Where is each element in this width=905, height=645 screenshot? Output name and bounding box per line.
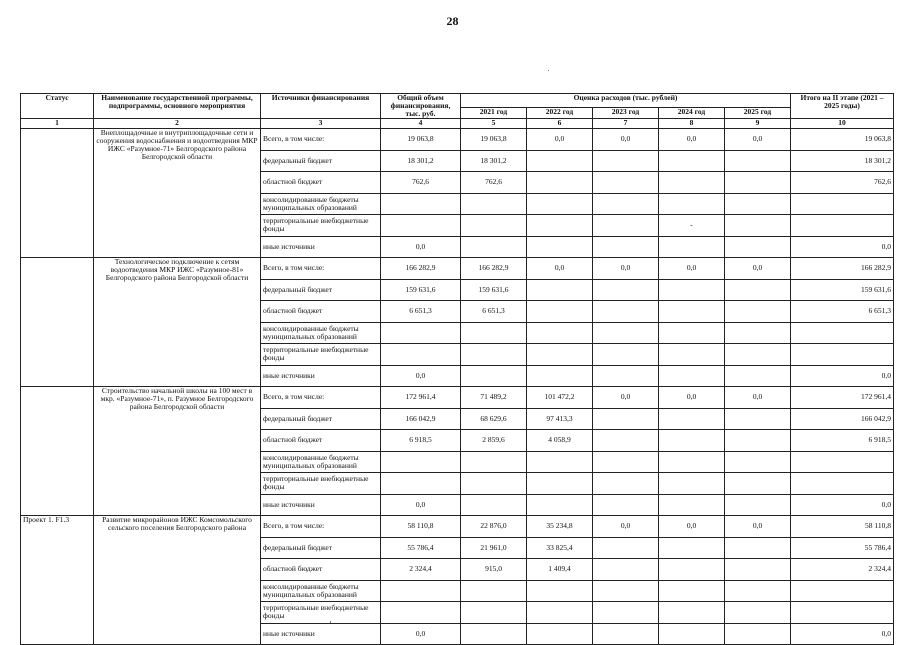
year-amount-cell: 0,0 bbox=[725, 387, 791, 409]
year-amount-cell bbox=[593, 365, 659, 387]
stage-total-cell: 0,0 bbox=[791, 494, 894, 516]
total-amount-cell: 0,0 bbox=[381, 494, 461, 516]
funding-source-cell: областной бюджет bbox=[261, 559, 381, 581]
year-amount-cell: 762,6 bbox=[461, 172, 527, 194]
stage-total-cell bbox=[791, 215, 894, 237]
year-amount-cell bbox=[659, 451, 725, 473]
funding-source-cell: областной бюджет bbox=[261, 301, 381, 323]
financing-table bbox=[20, 93, 894, 645]
year-amount-cell: 166 282,9 bbox=[461, 258, 527, 280]
column-number: 8 bbox=[659, 119, 725, 129]
total-amount-cell: 6 651,3 bbox=[381, 301, 461, 323]
year-amount-cell: 19 063,8 bbox=[461, 129, 527, 151]
year-amount-cell bbox=[461, 623, 527, 645]
year-amount-cell bbox=[527, 365, 593, 387]
stage-total-cell: 58 110,8 bbox=[791, 516, 894, 538]
year-amount-cell: 71 489,2 bbox=[461, 387, 527, 409]
year-amount-cell bbox=[659, 279, 725, 301]
stage-total-cell: 172 961,4 bbox=[791, 387, 894, 409]
year-amount-cell bbox=[593, 236, 659, 258]
year-amount-cell bbox=[659, 236, 725, 258]
year-amount-cell bbox=[527, 301, 593, 323]
column-number: 9 bbox=[725, 119, 791, 129]
stage-total-cell: 0,0 bbox=[791, 623, 894, 645]
status-cell bbox=[21, 387, 94, 516]
measure-name-cell: Технологическое подключение к сетям водоотведения МКР ИЖС «Разумное-81» Белгородского района Белгородской области bbox=[94, 258, 261, 387]
year-amount-cell bbox=[725, 408, 791, 430]
funding-source-cell: Всего, в том числе: bbox=[261, 387, 381, 409]
year-amount-cell: 0,0 bbox=[725, 516, 791, 538]
table-row bbox=[21, 258, 894, 280]
year-amount-cell bbox=[527, 602, 593, 624]
year-amount-cell bbox=[593, 537, 659, 559]
column-number: 1 bbox=[21, 119, 94, 129]
funding-source-cell: федеральный бюджет bbox=[261, 150, 381, 172]
year-amount-cell bbox=[659, 430, 725, 452]
year-amount-cell bbox=[527, 494, 593, 516]
page-number: 28 bbox=[446, 14, 459, 28]
year-amount-cell bbox=[527, 623, 593, 645]
year-amount-cell bbox=[725, 172, 791, 194]
stage-total-cell bbox=[791, 322, 894, 344]
column-number: 7 bbox=[593, 119, 659, 129]
funding-source-cell: территориальные внебюджетные фонды bbox=[261, 602, 381, 624]
total-amount-cell: 159 631,6 bbox=[381, 279, 461, 301]
stage-total-cell: 159 631,6 bbox=[791, 279, 894, 301]
header-year: 2025 год bbox=[725, 108, 791, 119]
stage-total-cell: 6 918,5 bbox=[791, 430, 894, 452]
scan-mark bbox=[548, 70, 549, 71]
year-amount-cell bbox=[461, 193, 527, 215]
stage-total-cell: 19 063,8 bbox=[791, 129, 894, 151]
year-amount-cell bbox=[527, 150, 593, 172]
table-row bbox=[21, 387, 894, 409]
year-amount-cell bbox=[725, 602, 791, 624]
year-amount-cell: 35 234,8 bbox=[527, 516, 593, 538]
scan-mark bbox=[330, 621, 331, 623]
total-amount-cell bbox=[381, 473, 461, 495]
total-amount-cell: 166 282,9 bbox=[381, 258, 461, 280]
header-year: 2024 год bbox=[659, 108, 725, 119]
funding-source-cell: областной бюджет bbox=[261, 430, 381, 452]
measure-name-cell: Внеплощадочные и внутриплощадочные сети и сооружения водоснабжения и водоотведения МКР ИЖС «Разумное-71» Белгородского района Белгородской области bbox=[94, 129, 261, 258]
year-amount-cell bbox=[659, 537, 725, 559]
year-amount-cell bbox=[593, 602, 659, 624]
total-amount-cell: 0,0 bbox=[381, 623, 461, 645]
total-amount-cell bbox=[381, 602, 461, 624]
year-amount-cell bbox=[593, 172, 659, 194]
year-amount-cell bbox=[659, 150, 725, 172]
year-amount-cell bbox=[527, 322, 593, 344]
funding-source-cell: консолидированные бюджеты муниципальных образований bbox=[261, 580, 381, 602]
total-amount-cell bbox=[381, 322, 461, 344]
stage-total-cell: 166 282,9 bbox=[791, 258, 894, 280]
year-amount-cell bbox=[593, 580, 659, 602]
header-summary: Итого на II этапе (2021 – 2025 годы) bbox=[791, 94, 894, 119]
year-amount-cell: 21 961,0 bbox=[461, 537, 527, 559]
stage-total-cell: 55 786,4 bbox=[791, 537, 894, 559]
total-amount-cell: 2 324,4 bbox=[381, 559, 461, 581]
stage-total-cell bbox=[791, 451, 894, 473]
total-amount-cell bbox=[381, 215, 461, 237]
year-amount-cell: 33 825,4 bbox=[527, 537, 593, 559]
stage-total-cell bbox=[791, 602, 894, 624]
funding-source-cell: федеральный бюджет bbox=[261, 279, 381, 301]
funding-source-cell: иные источники bbox=[261, 236, 381, 258]
year-amount-cell bbox=[659, 408, 725, 430]
year-amount-cell bbox=[659, 494, 725, 516]
year-amount-cell bbox=[461, 494, 527, 516]
year-amount-cell bbox=[593, 279, 659, 301]
year-amount-cell bbox=[527, 473, 593, 495]
funding-source-cell: консолидированные бюджеты муниципальных образований bbox=[261, 193, 381, 215]
total-amount-cell: 762,6 bbox=[381, 172, 461, 194]
header-estimate: Оценка расходов (тыс. рублей) bbox=[461, 94, 791, 108]
header-year: 2022 год bbox=[527, 108, 593, 119]
year-amount-cell: 0,0 bbox=[659, 387, 725, 409]
year-amount-cell bbox=[527, 236, 593, 258]
total-amount-cell: 6 918,5 bbox=[381, 430, 461, 452]
funding-source-cell: Всего, в том числе: bbox=[261, 258, 381, 280]
total-amount-cell: 0,0 bbox=[381, 236, 461, 258]
year-amount-cell: 0,0 bbox=[593, 129, 659, 151]
year-amount-cell bbox=[593, 150, 659, 172]
year-amount-cell bbox=[725, 279, 791, 301]
year-amount-cell bbox=[593, 623, 659, 645]
year-amount-cell bbox=[659, 559, 725, 581]
year-amount-cell bbox=[659, 365, 725, 387]
year-amount-cell bbox=[659, 473, 725, 495]
year-amount-cell bbox=[461, 451, 527, 473]
year-amount-cell bbox=[725, 322, 791, 344]
year-amount-cell bbox=[593, 322, 659, 344]
year-amount-cell: 101 472,2 bbox=[527, 387, 593, 409]
funding-source-cell: консолидированные бюджеты муниципальных образований bbox=[261, 451, 381, 473]
funding-source-cell: федеральный бюджет bbox=[261, 408, 381, 430]
year-amount-cell bbox=[461, 322, 527, 344]
year-amount-cell bbox=[593, 344, 659, 366]
total-amount-cell bbox=[381, 580, 461, 602]
year-amount-cell bbox=[725, 623, 791, 645]
header-name: Наименование государственной программы, подпрограммы, основного мероприятия bbox=[94, 94, 261, 119]
funding-source-cell: территориальные внебюджетные фонды bbox=[261, 473, 381, 495]
year-amount-cell bbox=[527, 172, 593, 194]
funding-source-cell: консолидированные бюджеты муниципальных образований bbox=[261, 322, 381, 344]
year-amount-cell: 0,0 bbox=[593, 258, 659, 280]
year-amount-cell: 18 301,2 bbox=[461, 150, 527, 172]
year-amount-cell bbox=[461, 236, 527, 258]
year-amount-cell bbox=[659, 301, 725, 323]
year-amount-cell bbox=[725, 537, 791, 559]
year-amount-cell: 0,0 bbox=[527, 129, 593, 151]
year-amount-cell bbox=[725, 559, 791, 581]
stage-total-cell bbox=[791, 193, 894, 215]
column-number: 10 bbox=[791, 119, 894, 129]
total-amount-cell: 18 301,2 bbox=[381, 150, 461, 172]
year-amount-cell bbox=[725, 494, 791, 516]
funding-source-cell: областной бюджет bbox=[261, 172, 381, 194]
year-amount-cell bbox=[725, 430, 791, 452]
year-amount-cell bbox=[659, 623, 725, 645]
year-amount-cell: 2 859,6 bbox=[461, 430, 527, 452]
funding-source-cell: территориальные внебюджетные фонды bbox=[261, 344, 381, 366]
total-amount-cell: 166 042,9 bbox=[381, 408, 461, 430]
header-year: 2021 год bbox=[461, 108, 527, 119]
stage-total-cell bbox=[791, 344, 894, 366]
year-amount-cell: 68 629,6 bbox=[461, 408, 527, 430]
total-amount-cell bbox=[381, 193, 461, 215]
stage-total-cell: 0,0 bbox=[791, 236, 894, 258]
year-amount-cell bbox=[527, 451, 593, 473]
year-amount-cell: 97 413,3 bbox=[527, 408, 593, 430]
year-amount-cell: 0,0 bbox=[659, 129, 725, 151]
year-amount-cell bbox=[461, 580, 527, 602]
header-total: Общий объем финансирования, тыс. руб. bbox=[381, 94, 461, 119]
year-amount-cell: 6 651,3 bbox=[461, 301, 527, 323]
header-sources: Источники финансирования bbox=[261, 94, 381, 119]
total-amount-cell: 55 786,4 bbox=[381, 537, 461, 559]
year-amount-cell bbox=[461, 365, 527, 387]
year-amount-cell: 0,0 bbox=[725, 129, 791, 151]
year-amount-cell bbox=[461, 344, 527, 366]
year-amount-cell: 159 631,6 bbox=[461, 279, 527, 301]
year-amount-cell bbox=[593, 430, 659, 452]
year-amount-cell: - bbox=[659, 215, 725, 237]
column-number: 3 bbox=[261, 119, 381, 129]
total-amount-cell: 172 961,4 bbox=[381, 387, 461, 409]
year-amount-cell bbox=[725, 150, 791, 172]
stage-total-cell: 762,6 bbox=[791, 172, 894, 194]
column-number: 2 bbox=[94, 119, 261, 129]
measure-name-cell: Развитие микрорайонов ИЖС Комсомольского сельского поселения Белгородского района bbox=[94, 516, 261, 645]
year-amount-cell: 0,0 bbox=[659, 258, 725, 280]
year-amount-cell bbox=[659, 602, 725, 624]
year-amount-cell bbox=[659, 322, 725, 344]
funding-source-cell: Всего, в том числе: bbox=[261, 516, 381, 538]
year-amount-cell: 0,0 bbox=[725, 258, 791, 280]
year-amount-cell bbox=[593, 559, 659, 581]
total-amount-cell: 19 063,8 bbox=[381, 129, 461, 151]
year-amount-cell bbox=[725, 301, 791, 323]
stage-total-cell: 166 042,9 bbox=[791, 408, 894, 430]
table-row bbox=[21, 516, 894, 538]
year-amount-cell bbox=[593, 451, 659, 473]
year-amount-cell bbox=[527, 215, 593, 237]
year-amount-cell bbox=[659, 172, 725, 194]
stage-total-cell bbox=[791, 580, 894, 602]
header-status: Статус bbox=[21, 94, 94, 119]
total-amount-cell: 0,0 bbox=[381, 365, 461, 387]
year-amount-cell bbox=[593, 473, 659, 495]
stage-total-cell: 0,0 bbox=[791, 365, 894, 387]
year-amount-cell bbox=[725, 580, 791, 602]
column-number: 4 bbox=[381, 119, 461, 129]
year-amount-cell bbox=[593, 193, 659, 215]
header-year: 2023 год bbox=[593, 108, 659, 119]
year-amount-cell bbox=[725, 365, 791, 387]
funding-source-cell: иные источники bbox=[261, 494, 381, 516]
year-amount-cell bbox=[593, 215, 659, 237]
stage-total-cell: 2 324,4 bbox=[791, 559, 894, 581]
year-amount-cell: 22 876,0 bbox=[461, 516, 527, 538]
year-amount-cell: 0,0 bbox=[593, 516, 659, 538]
year-amount-cell: 0,0 bbox=[659, 516, 725, 538]
year-amount-cell: 915,0 bbox=[461, 559, 527, 581]
year-amount-cell bbox=[593, 408, 659, 430]
year-amount-cell: 0,0 bbox=[527, 258, 593, 280]
year-amount-cell bbox=[593, 301, 659, 323]
stage-total-cell: 18 301,2 bbox=[791, 150, 894, 172]
year-amount-cell bbox=[725, 193, 791, 215]
year-amount-cell bbox=[725, 344, 791, 366]
total-amount-cell: 58 110,8 bbox=[381, 516, 461, 538]
total-amount-cell bbox=[381, 451, 461, 473]
year-amount-cell bbox=[725, 215, 791, 237]
year-amount-cell bbox=[593, 494, 659, 516]
stage-total-cell bbox=[791, 473, 894, 495]
status-cell: Проект 1. F1.3 bbox=[21, 516, 94, 645]
funding-source-cell: иные источники bbox=[261, 623, 381, 645]
year-amount-cell: 1 409,4 bbox=[527, 559, 593, 581]
column-number: 6 bbox=[527, 119, 593, 129]
table-body bbox=[21, 129, 894, 645]
funding-source-cell: федеральный бюджет bbox=[261, 537, 381, 559]
year-amount-cell bbox=[725, 236, 791, 258]
year-amount-cell bbox=[725, 451, 791, 473]
year-amount-cell bbox=[527, 193, 593, 215]
year-amount-cell bbox=[461, 602, 527, 624]
year-amount-cell bbox=[527, 279, 593, 301]
year-amount-cell bbox=[659, 193, 725, 215]
year-amount-cell bbox=[725, 473, 791, 495]
year-amount-cell bbox=[659, 344, 725, 366]
year-amount-cell bbox=[527, 344, 593, 366]
total-amount-cell bbox=[381, 344, 461, 366]
funding-source-cell: Всего, в том числе: bbox=[261, 129, 381, 151]
table-row bbox=[21, 129, 894, 151]
year-amount-cell: 0,0 bbox=[593, 387, 659, 409]
column-number: 5 bbox=[461, 119, 527, 129]
measure-name-cell: Строительство начальной школы на 100 мест в мкр. «Разумное-71», п. Разумное Белгородского района Белгородской области bbox=[94, 387, 261, 516]
funding-source-cell: территориальные внебюджетные фонды bbox=[261, 215, 381, 237]
year-amount-cell: 4 058,9 bbox=[527, 430, 593, 452]
year-amount-cell bbox=[461, 215, 527, 237]
funding-source-cell: иные источники bbox=[261, 365, 381, 387]
year-amount-cell bbox=[527, 580, 593, 602]
year-amount-cell bbox=[461, 473, 527, 495]
year-amount-cell bbox=[659, 580, 725, 602]
status-cell bbox=[21, 129, 94, 258]
status-cell bbox=[21, 258, 94, 387]
stage-total-cell: 6 651,3 bbox=[791, 301, 894, 323]
